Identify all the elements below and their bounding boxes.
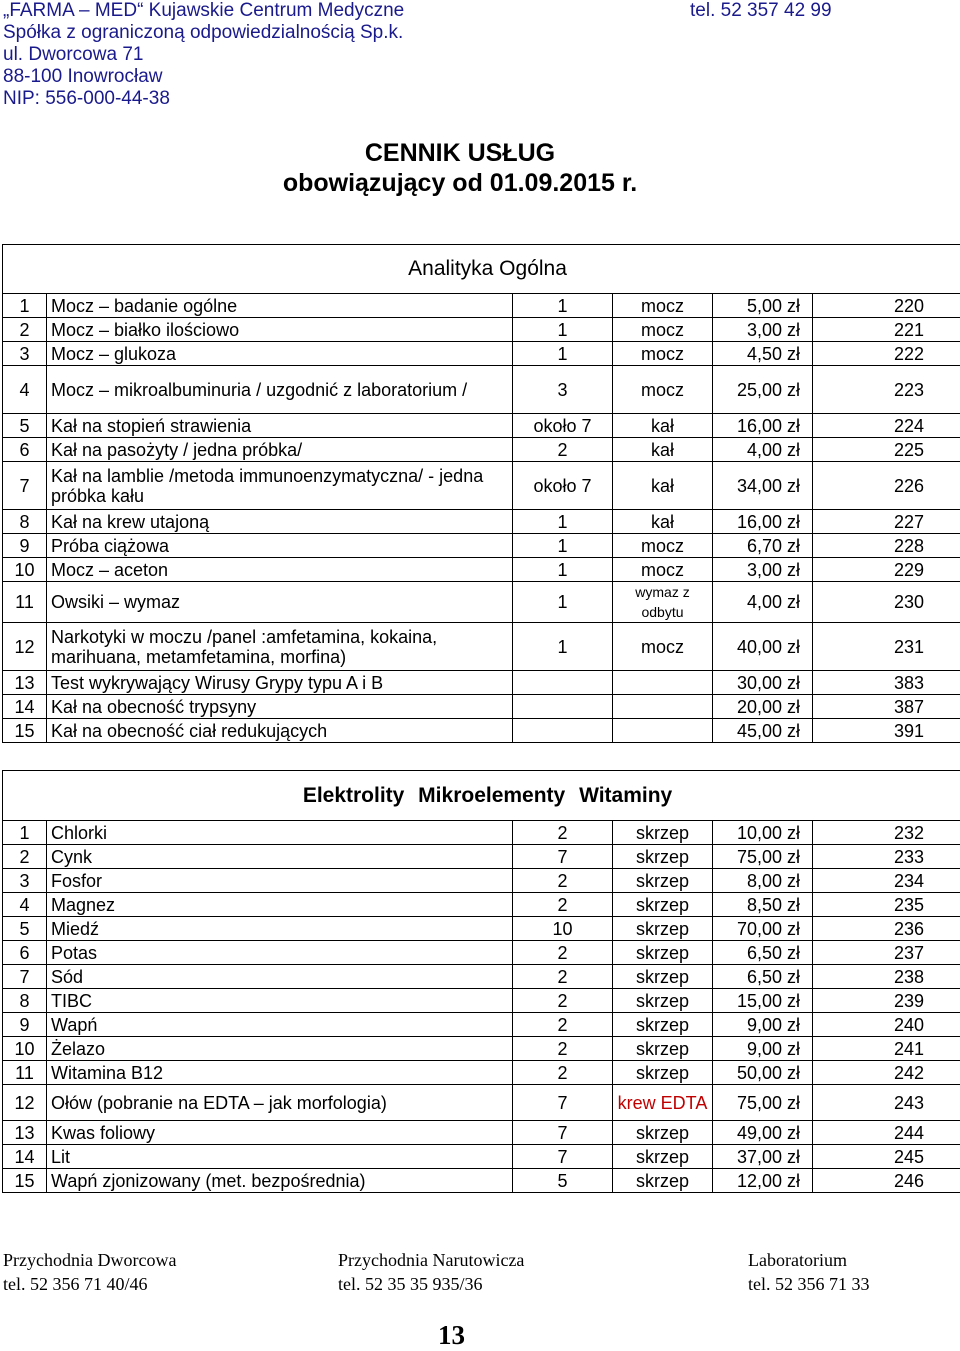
table-row	[3, 917, 960, 941]
row-number: 12	[3, 623, 47, 671]
service-name: Lit	[47, 1145, 513, 1169]
service-price: 8,50 zł	[713, 893, 813, 917]
service-code: 383	[813, 671, 960, 695]
row-number: 5	[3, 917, 47, 941]
service-name: Magnez	[47, 893, 513, 917]
footer-clinic-name: Przychodnia Dworcowa	[3, 1248, 176, 1272]
service-code: 246	[813, 1169, 960, 1193]
service-code: 242	[813, 1061, 960, 1085]
service-name: Potas	[47, 941, 513, 965]
service-code: 231	[813, 623, 960, 671]
sample-material	[613, 671, 713, 695]
service-code: 245	[813, 1145, 960, 1169]
service-code: 224	[813, 414, 960, 438]
sample-material: skrzep	[613, 845, 713, 869]
sample-material: krew EDTA	[613, 1085, 713, 1121]
sample-quantity: 1	[513, 294, 613, 318]
sample-material	[613, 719, 713, 743]
sample-material: kał	[613, 510, 713, 534]
table-row	[3, 294, 960, 318]
service-price: 9,00 zł	[713, 1037, 813, 1061]
service-price: 16,00 zł	[713, 510, 813, 534]
service-code: 228	[813, 534, 960, 558]
company-street: ul. Dworcowa 71	[3, 44, 404, 66]
service-name: Sód	[47, 965, 513, 989]
service-code: 238	[813, 965, 960, 989]
service-name: Narkotyki w moczu /panel :amfetamina, kokaina, marihuana, metamfetamina, morfina)	[47, 623, 513, 671]
service-name: Kwas foliowy	[47, 1121, 513, 1145]
footer-clinic-name: Przychodnia Narutowicza	[338, 1248, 524, 1272]
row-number: 10	[3, 1037, 47, 1061]
service-code: 225	[813, 438, 960, 462]
service-price: 8,00 zł	[713, 869, 813, 893]
service-price: 6,70 zł	[713, 534, 813, 558]
sample-material: mocz	[613, 366, 713, 414]
table-row	[3, 1085, 960, 1121]
sample-quantity: 10	[513, 917, 613, 941]
service-price: 20,00 zł	[713, 695, 813, 719]
row-number: 14	[3, 1145, 47, 1169]
row-number: 7	[3, 965, 47, 989]
service-price: 4,00 zł	[713, 582, 813, 623]
sample-material: skrzep	[613, 1121, 713, 1145]
service-price: 3,00 zł	[713, 558, 813, 582]
service-code: 233	[813, 845, 960, 869]
service-code: 241	[813, 1037, 960, 1061]
service-price: 10,00 zł	[713, 821, 813, 845]
sample-material: mocz	[613, 294, 713, 318]
sample-material: kał	[613, 438, 713, 462]
service-code: 236	[813, 917, 960, 941]
sample-material: skrzep	[613, 1037, 713, 1061]
section-title: Elektrolity Mikroelementy Witaminy	[3, 771, 960, 821]
table-row	[3, 1037, 960, 1061]
row-number: 15	[3, 1169, 47, 1193]
section-header-row	[3, 771, 960, 821]
section-header-row	[3, 245, 960, 294]
service-name: Miedź	[47, 917, 513, 941]
sample-material: skrzep	[613, 1061, 713, 1085]
sample-quantity: 1	[513, 510, 613, 534]
service-name: Mocz – glukoza	[47, 342, 513, 366]
service-name: Owsiki – wymaz	[47, 582, 513, 623]
service-name: Mocz – białko ilościowo	[47, 318, 513, 342]
row-number: 9	[3, 1013, 47, 1037]
service-name: Witamina B12	[47, 1061, 513, 1085]
sample-material: skrzep	[613, 989, 713, 1013]
sample-quantity: 2	[513, 1061, 613, 1085]
service-name: Próba ciążowa	[47, 534, 513, 558]
service-code: 234	[813, 869, 960, 893]
service-name: Mocz – aceton	[47, 558, 513, 582]
sample-quantity: 1	[513, 342, 613, 366]
table-row	[3, 342, 960, 366]
sample-quantity	[513, 719, 613, 743]
sample-quantity: 2	[513, 941, 613, 965]
table-row	[3, 558, 960, 582]
sample-quantity: 2	[513, 1037, 613, 1061]
service-code: 243	[813, 1085, 960, 1121]
table-row	[3, 623, 960, 671]
row-number: 4	[3, 893, 47, 917]
table-row	[3, 989, 960, 1013]
sample-quantity: około 7	[513, 414, 613, 438]
sample-quantity	[513, 695, 613, 719]
service-price: 37,00 zł	[713, 1145, 813, 1169]
table-row	[3, 671, 960, 695]
service-name: Test wykrywający Wirusy Grypy typu A i B	[47, 671, 513, 695]
sample-quantity: 1	[513, 558, 613, 582]
service-code: 237	[813, 941, 960, 965]
service-price: 6,50 zł	[713, 965, 813, 989]
sample-material: mocz	[613, 318, 713, 342]
service-price: 6,50 zł	[713, 941, 813, 965]
table-row	[3, 965, 960, 989]
service-code: 221	[813, 318, 960, 342]
row-number: 15	[3, 719, 47, 743]
sample-material: kał	[613, 414, 713, 438]
service-price: 15,00 zł	[713, 989, 813, 1013]
footer-clinic-phone: tel. 52 35 35 935/36	[338, 1272, 524, 1296]
service-name: Kał na pasożyty / jedna próbka/	[47, 438, 513, 462]
service-price: 4,50 zł	[713, 342, 813, 366]
table-row	[3, 582, 960, 623]
row-number: 1	[3, 294, 47, 318]
sample-quantity: około 7	[513, 462, 613, 510]
table-row	[3, 1169, 960, 1193]
section-title: Analityka Ogólna	[3, 245, 960, 294]
sample-material: skrzep	[613, 821, 713, 845]
table-row	[3, 821, 960, 845]
table-row	[3, 1013, 960, 1037]
sample-quantity: 2	[513, 438, 613, 462]
sample-quantity: 2	[513, 965, 613, 989]
service-price: 34,00 zł	[713, 462, 813, 510]
sample-quantity: 3	[513, 366, 613, 414]
service-name: Ołów (pobranie na EDTA – jak morfologia)	[47, 1085, 513, 1121]
sample-material: skrzep	[613, 941, 713, 965]
table-row	[3, 941, 960, 965]
service-name: Kał na obecność ciał redukujących	[47, 719, 513, 743]
table-row	[3, 1145, 960, 1169]
price-table-elektrolity	[2, 770, 960, 1193]
row-number: 3	[3, 869, 47, 893]
row-number: 13	[3, 671, 47, 695]
footer-laboratorium	[748, 1248, 870, 1296]
row-number: 2	[3, 845, 47, 869]
service-price: 3,00 zł	[713, 318, 813, 342]
service-code: 235	[813, 893, 960, 917]
table-row	[3, 893, 960, 917]
service-name: Mocz – mikroalbuminuria / uzgodnić z laboratorium /	[47, 366, 513, 414]
row-number: 11	[3, 582, 47, 623]
row-number: 8	[3, 510, 47, 534]
table-row	[3, 695, 960, 719]
row-number: 9	[3, 534, 47, 558]
company-phone: tel. 52 357 42 99	[690, 0, 832, 22]
service-name: Fosfor	[47, 869, 513, 893]
sample-quantity: 1	[513, 534, 613, 558]
service-code: 240	[813, 1013, 960, 1037]
page-title: CENNIK USŁUG	[0, 138, 920, 168]
service-code: 227	[813, 510, 960, 534]
row-number: 7	[3, 462, 47, 510]
row-number: 5	[3, 414, 47, 438]
row-number: 1	[3, 821, 47, 845]
service-name: Wapń zjonizowany (met. bezpośrednia)	[47, 1169, 513, 1193]
service-name: TIBC	[47, 989, 513, 1013]
company-nip: NIP: 556-000-44-38	[3, 88, 404, 110]
sample-quantity: 2	[513, 989, 613, 1013]
sample-quantity	[513, 671, 613, 695]
service-name: Żelazo	[47, 1037, 513, 1061]
company-legal-form: Spółka z ograniczoną odpowiedzialnością Sp.k.	[3, 22, 404, 44]
footer-clinic-phone: tel. 52 356 71 33	[748, 1272, 870, 1296]
table-row	[3, 869, 960, 893]
sample-quantity: 2	[513, 821, 613, 845]
table-row	[3, 462, 960, 510]
table-row	[3, 845, 960, 869]
service-name: Kał na stopień strawienia	[47, 414, 513, 438]
service-price: 75,00 zł	[713, 1085, 813, 1121]
service-name: Chlorki	[47, 821, 513, 845]
row-number: 10	[3, 558, 47, 582]
sample-material: mocz	[613, 558, 713, 582]
service-price: 40,00 zł	[713, 623, 813, 671]
service-name: Kał na lamblie /metoda immunoenzymatyczna/ - jedna próbka kału	[47, 462, 513, 510]
table-row	[3, 534, 960, 558]
sample-material: skrzep	[613, 1169, 713, 1193]
price-table-analityka	[2, 244, 960, 743]
sample-material: mocz	[613, 534, 713, 558]
sample-material: skrzep	[613, 917, 713, 941]
page-number: 13	[438, 1320, 465, 1351]
service-name: Cynk	[47, 845, 513, 869]
service-price: 5,00 zł	[713, 294, 813, 318]
row-number: 8	[3, 989, 47, 1013]
sample-quantity: 1	[513, 318, 613, 342]
table-row	[3, 719, 960, 743]
sample-quantity: 1	[513, 582, 613, 623]
service-code: 391	[813, 719, 960, 743]
service-code: 387	[813, 695, 960, 719]
company-header	[3, 0, 404, 110]
sample-material: skrzep	[613, 1013, 713, 1037]
service-price: 16,00 zł	[713, 414, 813, 438]
row-number: 11	[3, 1061, 47, 1085]
row-number: 12	[3, 1085, 47, 1121]
sample-quantity: 5	[513, 1169, 613, 1193]
service-price: 49,00 zł	[713, 1121, 813, 1145]
sample-material: mocz	[613, 342, 713, 366]
row-number: 3	[3, 342, 47, 366]
service-code: 230	[813, 582, 960, 623]
service-code: 222	[813, 342, 960, 366]
service-code: 239	[813, 989, 960, 1013]
sample-material: kał	[613, 462, 713, 510]
row-number: 14	[3, 695, 47, 719]
sample-quantity: 2	[513, 893, 613, 917]
service-code: 223	[813, 366, 960, 414]
row-number: 6	[3, 438, 47, 462]
table-row	[3, 414, 960, 438]
service-name: Mocz – badanie ogólne	[47, 294, 513, 318]
service-name: Kał na krew utajoną	[47, 510, 513, 534]
sample-quantity: 7	[513, 1121, 613, 1145]
service-price: 30,00 zł	[713, 671, 813, 695]
row-number: 6	[3, 941, 47, 965]
table-row	[3, 510, 960, 534]
footer-clinic-dworcowa	[3, 1248, 176, 1296]
service-price: 75,00 zł	[713, 845, 813, 869]
footer-clinic-phone: tel. 52 356 71 40/46	[3, 1272, 176, 1296]
service-price: 9,00 zł	[713, 1013, 813, 1037]
footer-clinic-narutowicza	[338, 1248, 524, 1296]
row-number: 2	[3, 318, 47, 342]
page-subtitle: obowiązujący od 01.09.2015 r.	[0, 168, 920, 198]
sample-quantity: 2	[513, 869, 613, 893]
sample-quantity: 7	[513, 845, 613, 869]
table-row	[3, 318, 960, 342]
service-code: 220	[813, 294, 960, 318]
table-row	[3, 1121, 960, 1145]
sample-material: wymaz z odbytu	[613, 582, 713, 623]
table-row	[3, 438, 960, 462]
service-name: Kał na obecność trypsyny	[47, 695, 513, 719]
service-price: 25,00 zł	[713, 366, 813, 414]
service-price: 45,00 zł	[713, 719, 813, 743]
sample-quantity: 7	[513, 1145, 613, 1169]
service-code: 232	[813, 821, 960, 845]
table-row	[3, 1061, 960, 1085]
service-price: 12,00 zł	[713, 1169, 813, 1193]
sample-material: skrzep	[613, 869, 713, 893]
service-code: 229	[813, 558, 960, 582]
sample-quantity: 7	[513, 1085, 613, 1121]
service-price: 50,00 zł	[713, 1061, 813, 1085]
service-name: Wapń	[47, 1013, 513, 1037]
company-city: 88-100 Inowrocław	[3, 66, 404, 88]
sample-material: mocz	[613, 623, 713, 671]
sample-material: skrzep	[613, 893, 713, 917]
footer-clinic-name: Laboratorium	[748, 1248, 870, 1272]
sample-quantity: 1	[513, 623, 613, 671]
sample-material: skrzep	[613, 965, 713, 989]
service-price: 4,00 zł	[713, 438, 813, 462]
row-number: 4	[3, 366, 47, 414]
service-code: 226	[813, 462, 960, 510]
sample-material: skrzep	[613, 1145, 713, 1169]
table-row	[3, 366, 960, 414]
service-price: 70,00 zł	[713, 917, 813, 941]
sample-material	[613, 695, 713, 719]
service-code: 244	[813, 1121, 960, 1145]
company-name: „FARMA – MED“ Kujawskie Centrum Medyczne	[3, 0, 404, 22]
row-number: 13	[3, 1121, 47, 1145]
sample-quantity: 2	[513, 1013, 613, 1037]
